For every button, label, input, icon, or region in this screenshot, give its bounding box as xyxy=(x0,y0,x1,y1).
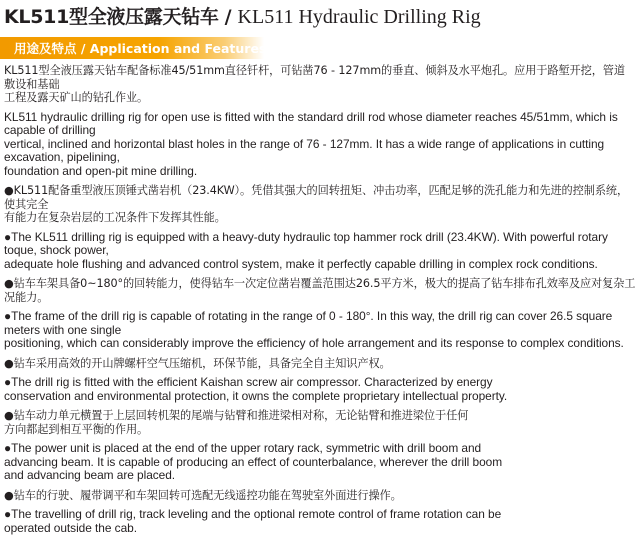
feature-power-unit-cn: ●钻车动力单元横置于上层回转机架的尾端与钻臂和推进梁相对称，无论钻臂和推进梁位于任何 方向都起到相互平衡的作用。 xyxy=(4,409,469,436)
feature-rock-drill-en: ●The KL511 drilling rig is equipped with a heavy-duty hydraulic top hammer rock drill (23.4KW). With powerful rotary toque, shock power, adequate hole flushing and advanced control system, make it perfectly capable drilling in complex rock conditions. xyxy=(4,229,608,271)
feature-remote-control-cn: ●钻车的行驶、履带调平和车架回转可选配无线遥控功能在驾驶室外面进行操作。 xyxy=(4,488,402,502)
feature-rotation-en: ●The frame of the drill rig is capable of rotating in the range of 0 - 180°. In this way, the drill rig can cover 26.5 square meters with one single positioning, which can considerably improve the efficiency of hole arrangement and its response to complex conditions. xyxy=(4,309,624,350)
feature-power-unit-en: ●The power unit is placed at the end of the upper rotary rack, symmetric with drill boom and advancing beam. It is capable of producing an effect of counterbalance, wherever the drill boom and advancing beam are placed. xyxy=(4,441,503,482)
page-title xyxy=(4,2,481,29)
document-body xyxy=(4,64,636,535)
title-separator: / xyxy=(224,6,232,28)
title-chinese: KL511型全液压露天钻车 xyxy=(4,6,219,28)
feature-remote-control-en: ●The travelling of drill rig, track leveling and the optional remote control of frame rotation can be operated outside the cab. xyxy=(4,507,502,535)
feature-compressor-en: ●The drill rig is fitted with the efficient Kaishan screw air compressor. Characterized by energy conservation and environmental protection, it owns the complete proprietary intellectual property. xyxy=(4,375,508,403)
section-header-bar xyxy=(0,37,267,59)
section-title: 用途及特点 / Application and Features xyxy=(14,41,267,56)
feature-rotation-cn: ●钻车车架具备0~180°的回转能力，使得钻车一次定位凿岩覆盖范围达26.5平方米，极大的提高了钻车排布孔效率及应对复杂工况能力。 xyxy=(4,277,636,304)
title-english: KL511 Hydraulic Drilling Rig xyxy=(237,6,481,28)
feature-compressor-cn: ●钻车采用高效的开山牌螺杆空气压缩机，环保节能，具备完全自主知识产权。 xyxy=(4,356,391,370)
intro-paragraph-en: KL511 hydraulic drilling rig for open use is fitted with the standard drill rod whose diameter reaches 45/51mm, which is capable of drilling vertical, inclined and horizontal blast holes in the range of 76 - 127mm. It has a wide range of applications in cutting excavation, pipelining, foundation and open-pit mine drilling. xyxy=(4,109,618,178)
feature-rock-drill-cn: ●KL511配备重型液压顶锤式凿岩机（23.4KW）。凭借其强大的回转扭矩、冲击功率，匹配足够的洗孔能力和先进的控制系统，使其完全 有能力在复杂岩层的工况条件下发挥其性能。 xyxy=(4,184,629,224)
intro-paragraph-cn: KL511型全液压露天钻车配备标准45/51mm直径钎杆，可钻凿76 - 127mm的垂直、倾斜及水平炮孔。应用于路堑开挖，管道敷设和基础 工程及露天矿山的钻孔作业。 xyxy=(4,64,625,104)
